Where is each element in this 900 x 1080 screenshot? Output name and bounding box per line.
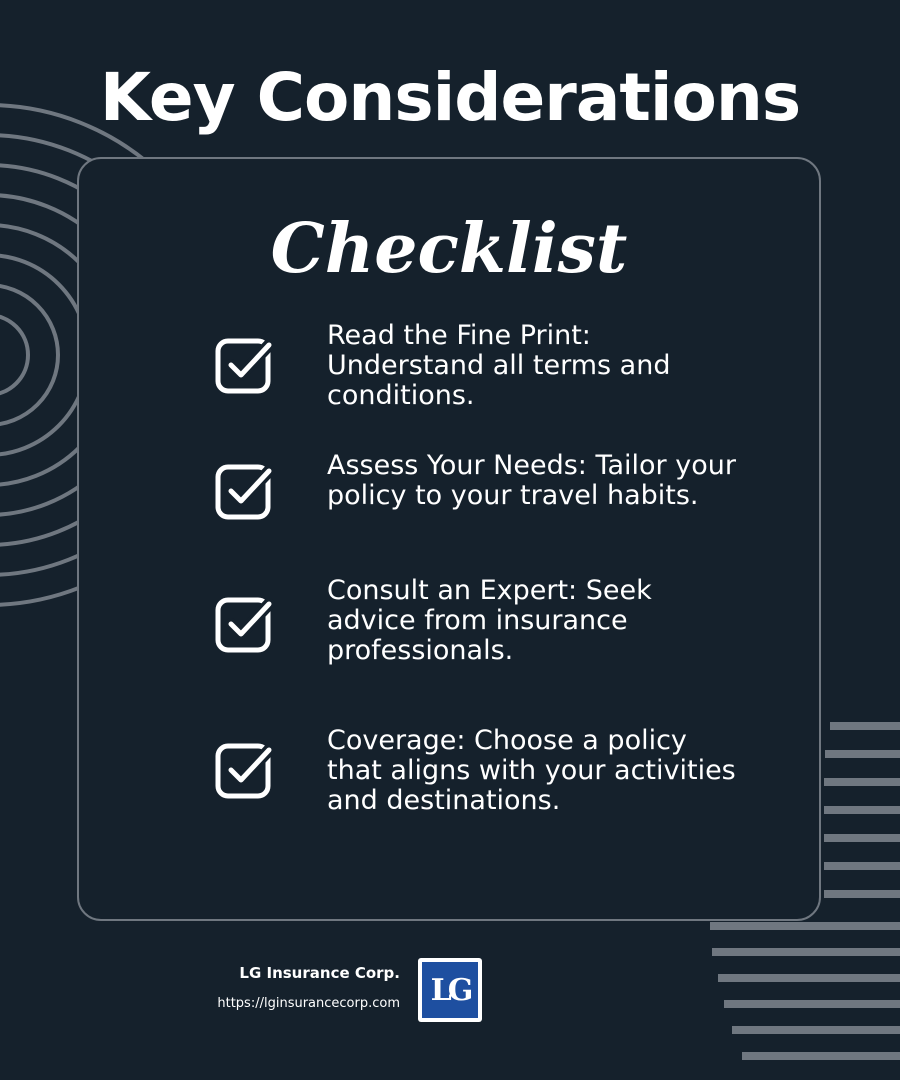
checklist-item-text: Read the Fine Print: Understand all terms and conditions. xyxy=(327,320,671,411)
logo-text: LG xyxy=(422,962,478,1018)
checklist-card xyxy=(77,157,821,921)
checklist-item-text: Assess Your Needs: Tailor your policy to your travel habits. xyxy=(327,450,736,511)
card-heading: Checklist xyxy=(270,209,628,289)
page-title: Key Considerations xyxy=(99,59,801,136)
checklist-item-text: Coverage: Choose a policy that aligns with your activities and destinations. xyxy=(327,725,736,816)
company-url[interactable]: https://lginsurancecorp.com xyxy=(217,996,400,1011)
company-logo xyxy=(418,958,482,1022)
checklist-item-text: Consult an Expert: Seek advice from insurance professionals. xyxy=(327,575,652,666)
checkbox-checked-icon xyxy=(213,335,275,397)
checkbox-checked-icon xyxy=(213,594,275,656)
checkbox-checked-icon xyxy=(213,461,275,523)
company-name: LG Insurance Corp. xyxy=(239,964,400,982)
checkbox-checked-icon xyxy=(213,740,275,802)
